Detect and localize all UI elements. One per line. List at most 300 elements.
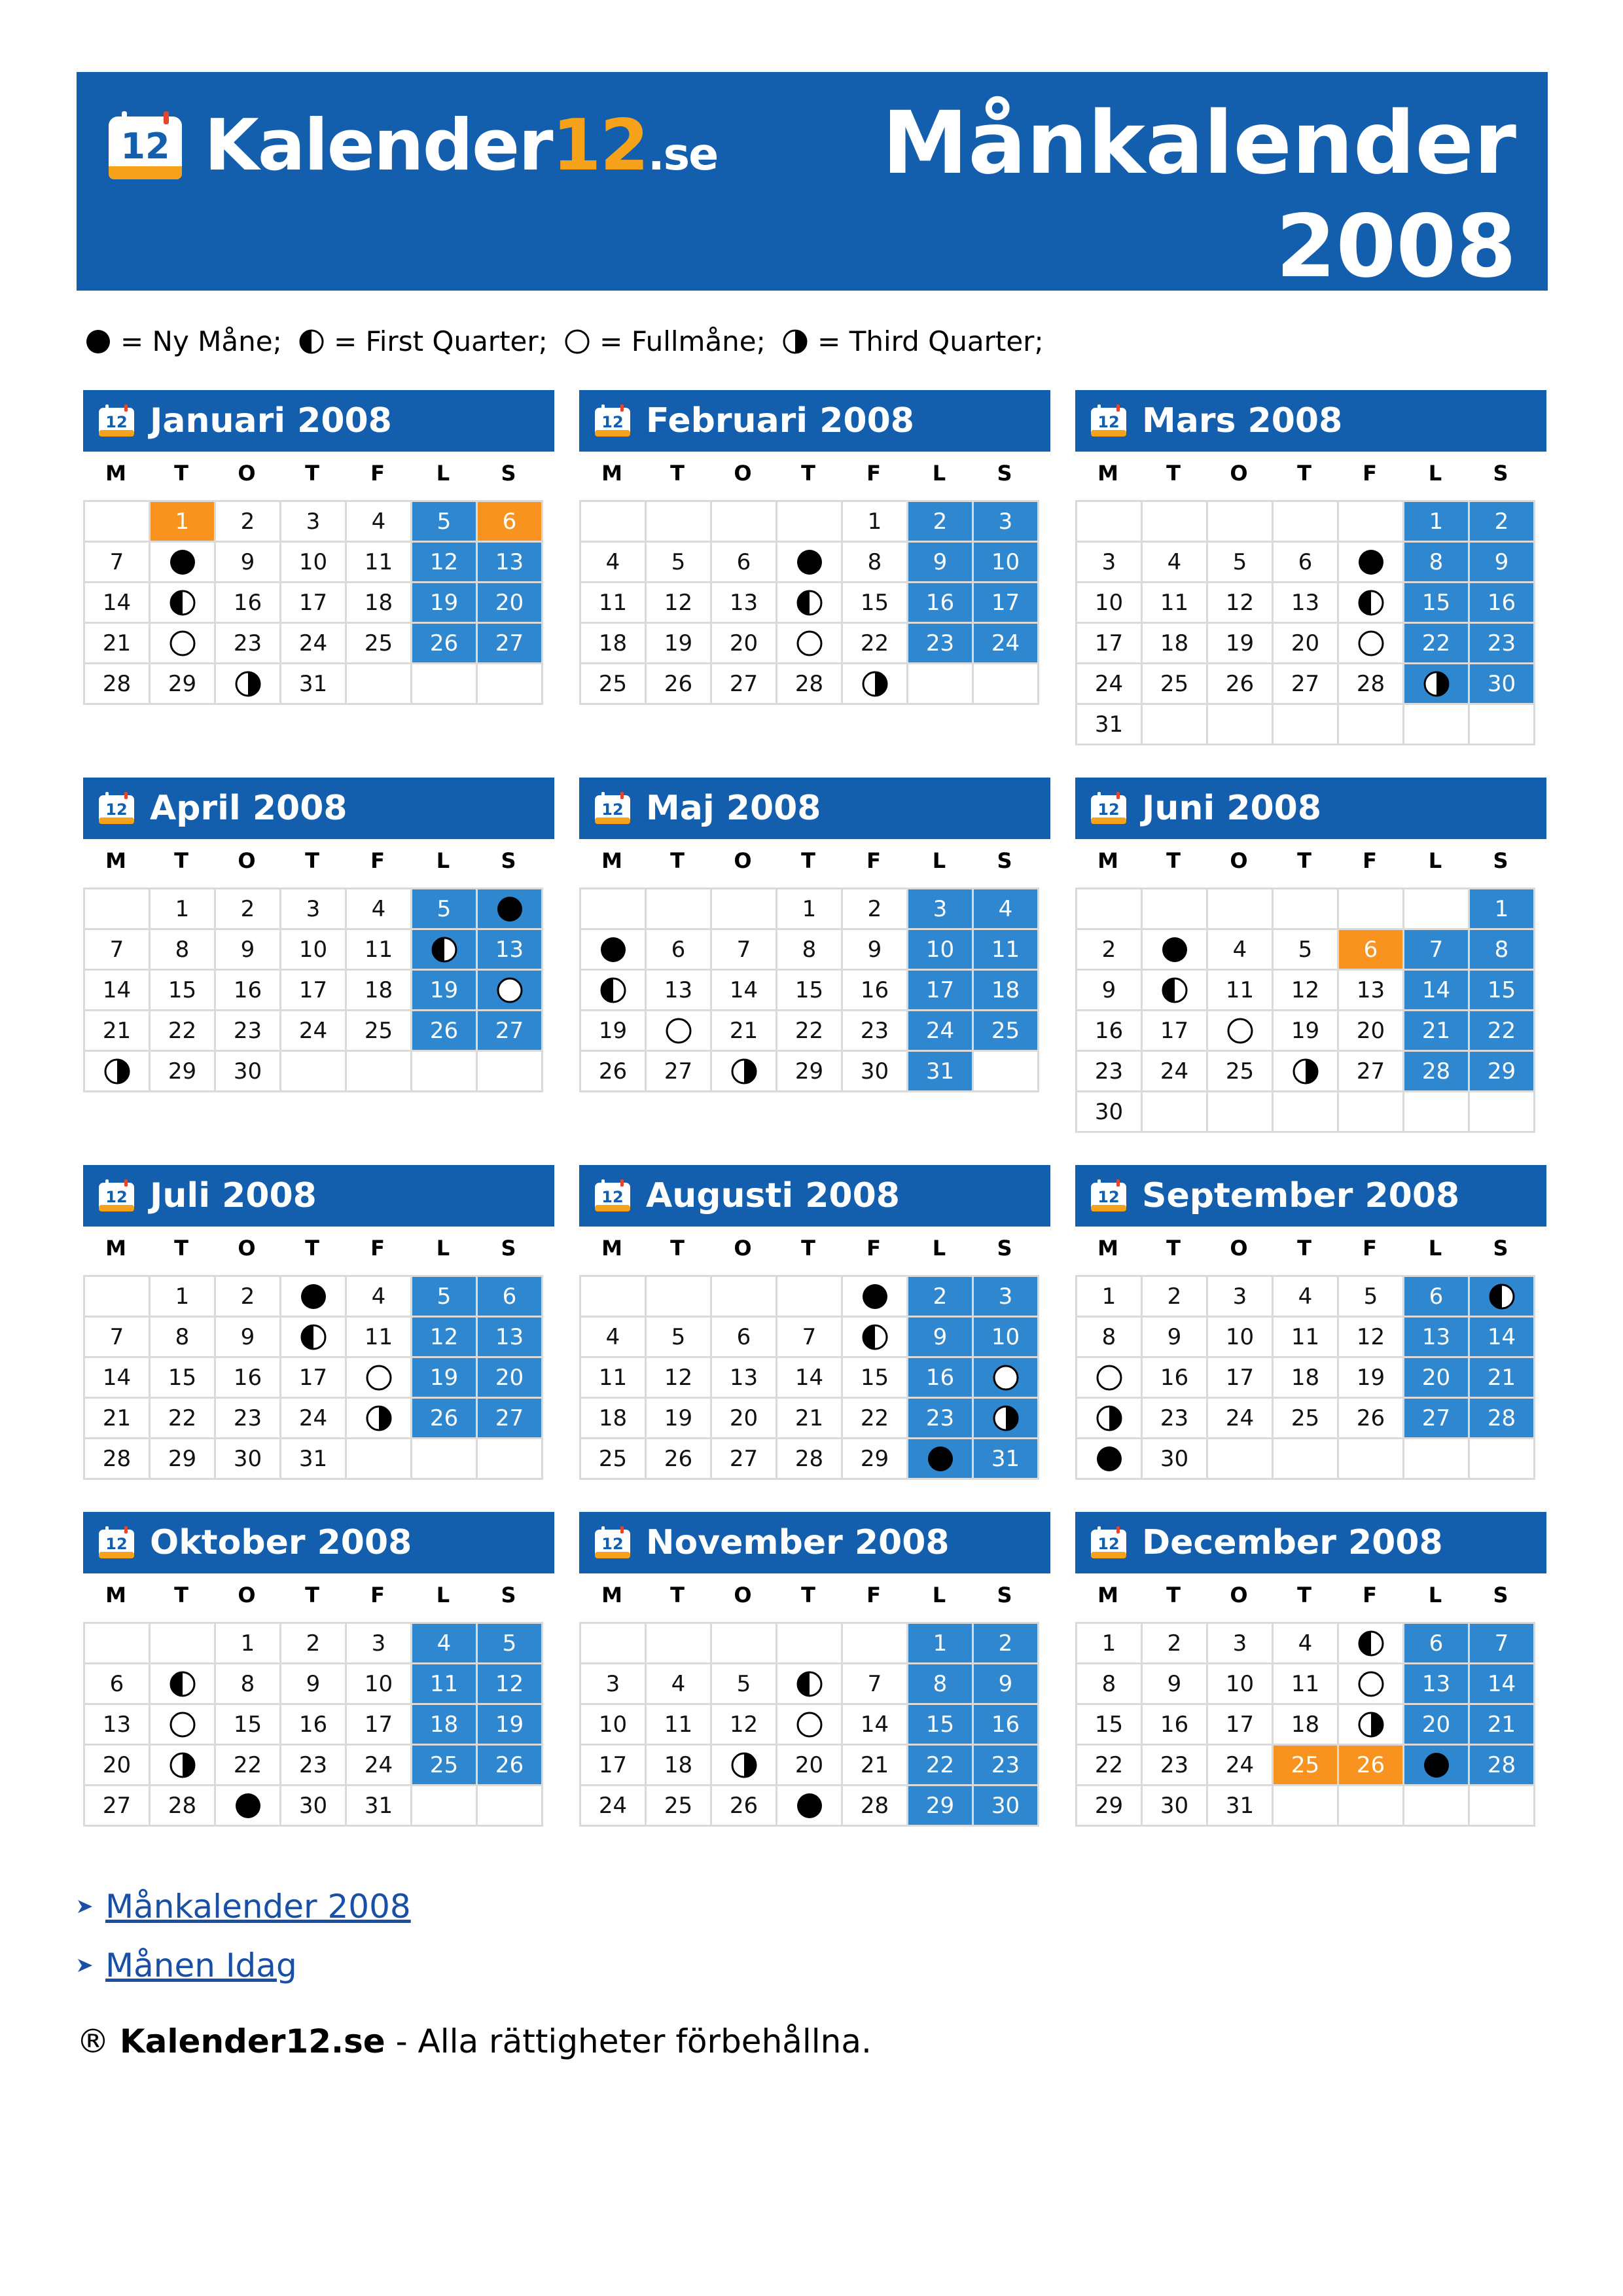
day-cell[interactable]: 20: [478, 1358, 543, 1399]
day-cell[interactable]: 16: [1077, 1011, 1143, 1052]
link-moon-calendar[interactable]: Månkalender 2008: [105, 1888, 411, 1926]
day-cell[interactable]: 11: [974, 930, 1039, 971]
day-cell[interactable]: 7: [85, 1318, 151, 1358]
day-cell[interactable]: 14: [777, 1358, 843, 1399]
day-cell[interactable]: 22: [151, 1011, 216, 1052]
day-cell[interactable]: [712, 1052, 777, 1092]
day-cell[interactable]: 17: [281, 1358, 347, 1399]
day-cell[interactable]: 26: [647, 1439, 712, 1480]
day-cell[interactable]: 8: [216, 1664, 281, 1705]
day-cell[interactable]: 11: [1143, 583, 1208, 624]
day-cell[interactable]: 29: [1470, 1052, 1535, 1092]
day-cell[interactable]: 30: [1143, 1439, 1208, 1480]
day-cell[interactable]: 9: [1470, 543, 1535, 583]
day-cell[interactable]: 22: [777, 1011, 843, 1052]
day-cell[interactable]: 3: [581, 1664, 647, 1705]
day-cell[interactable]: 18: [1274, 1358, 1339, 1399]
day-cell[interactable]: 14: [1404, 971, 1470, 1011]
day-cell[interactable]: 22: [1077, 1746, 1143, 1786]
day-cell[interactable]: 25: [581, 664, 647, 705]
day-cell[interactable]: 13: [712, 583, 777, 624]
day-cell[interactable]: 26: [1339, 1746, 1404, 1786]
day-cell[interactable]: [843, 664, 908, 705]
day-cell[interactable]: 15: [216, 1705, 281, 1746]
day-cell[interactable]: 21: [777, 1399, 843, 1439]
day-cell[interactable]: 29: [151, 664, 216, 705]
day-cell[interactable]: 13: [85, 1705, 151, 1746]
day-cell[interactable]: 1: [1077, 1624, 1143, 1664]
day-cell[interactable]: 14: [85, 971, 151, 1011]
day-cell[interactable]: [478, 889, 543, 930]
day-cell[interactable]: 17: [908, 971, 974, 1011]
day-cell[interactable]: 16: [216, 971, 281, 1011]
day-cell[interactable]: 23: [1143, 1746, 1208, 1786]
day-cell[interactable]: 2: [1143, 1624, 1208, 1664]
day-cell[interactable]: 20: [712, 1399, 777, 1439]
day-cell[interactable]: 28: [85, 664, 151, 705]
day-cell[interactable]: 14: [85, 583, 151, 624]
day-cell[interactable]: 26: [412, 624, 478, 664]
day-cell[interactable]: 12: [412, 543, 478, 583]
day-cell[interactable]: 28: [85, 1439, 151, 1480]
day-cell[interactable]: [151, 1705, 216, 1746]
day-cell[interactable]: 9: [1143, 1664, 1208, 1705]
day-cell[interactable]: 15: [151, 1358, 216, 1399]
day-cell[interactable]: 9: [281, 1664, 347, 1705]
day-cell[interactable]: 28: [1470, 1399, 1535, 1439]
day-cell[interactable]: 9: [974, 1664, 1039, 1705]
day-cell[interactable]: 4: [581, 1318, 647, 1358]
day-cell[interactable]: 3: [974, 1277, 1039, 1318]
day-cell[interactable]: 29: [843, 1439, 908, 1480]
day-cell[interactable]: 20: [1404, 1358, 1470, 1399]
day-cell[interactable]: 2: [843, 889, 908, 930]
day-cell[interactable]: [1274, 1052, 1339, 1092]
day-cell[interactable]: 11: [581, 583, 647, 624]
day-cell[interactable]: [478, 971, 543, 1011]
day-cell[interactable]: 3: [281, 502, 347, 543]
day-cell[interactable]: 3: [1208, 1277, 1274, 1318]
day-cell[interactable]: 8: [1077, 1318, 1143, 1358]
day-cell[interactable]: 19: [412, 971, 478, 1011]
day-cell[interactable]: [1077, 1439, 1143, 1480]
day-cell[interactable]: 18: [1274, 1705, 1339, 1746]
day-cell[interactable]: 23: [281, 1746, 347, 1786]
day-cell[interactable]: 5: [1339, 1277, 1404, 1318]
day-cell[interactable]: 28: [1404, 1052, 1470, 1092]
day-cell[interactable]: 17: [281, 971, 347, 1011]
day-cell[interactable]: 4: [347, 889, 412, 930]
day-cell[interactable]: [777, 1705, 843, 1746]
day-cell[interactable]: 23: [908, 1399, 974, 1439]
day-cell[interactable]: 20: [1339, 1011, 1404, 1052]
day-cell[interactable]: 9: [216, 1318, 281, 1358]
day-cell[interactable]: 1: [216, 1624, 281, 1664]
day-cell[interactable]: 5: [1274, 930, 1339, 971]
day-cell[interactable]: 27: [712, 1439, 777, 1480]
day-cell[interactable]: 14: [1470, 1318, 1535, 1358]
day-cell[interactable]: 23: [843, 1011, 908, 1052]
day-cell[interactable]: 11: [347, 1318, 412, 1358]
day-cell[interactable]: 5: [412, 1277, 478, 1318]
day-cell[interactable]: 26: [647, 664, 712, 705]
day-cell[interactable]: 29: [908, 1786, 974, 1827]
day-cell[interactable]: 5: [647, 1318, 712, 1358]
day-cell[interactable]: 19: [581, 1011, 647, 1052]
day-cell[interactable]: 20: [712, 624, 777, 664]
day-cell[interactable]: 31: [1208, 1786, 1274, 1827]
day-cell[interactable]: 25: [974, 1011, 1039, 1052]
day-cell[interactable]: 10: [908, 930, 974, 971]
day-cell[interactable]: 24: [1208, 1746, 1274, 1786]
day-cell[interactable]: 9: [216, 543, 281, 583]
day-cell[interactable]: [1143, 971, 1208, 1011]
day-cell[interactable]: [1077, 1399, 1143, 1439]
day-cell[interactable]: 25: [347, 624, 412, 664]
day-cell[interactable]: 17: [974, 583, 1039, 624]
day-cell[interactable]: [1339, 583, 1404, 624]
day-cell[interactable]: 26: [412, 1399, 478, 1439]
day-cell[interactable]: 19: [478, 1705, 543, 1746]
day-cell[interactable]: 29: [151, 1052, 216, 1092]
day-cell[interactable]: [1404, 664, 1470, 705]
day-cell[interactable]: [1143, 930, 1208, 971]
day-cell[interactable]: [1208, 1011, 1274, 1052]
day-cell[interactable]: [281, 1277, 347, 1318]
day-cell[interactable]: [216, 664, 281, 705]
day-cell[interactable]: 26: [412, 1011, 478, 1052]
day-cell[interactable]: 9: [908, 543, 974, 583]
day-cell[interactable]: 15: [843, 1358, 908, 1399]
day-cell[interactable]: 2: [908, 1277, 974, 1318]
day-cell[interactable]: 29: [151, 1439, 216, 1480]
day-cell[interactable]: 8: [1404, 543, 1470, 583]
day-cell[interactable]: 5: [1208, 543, 1274, 583]
day-cell[interactable]: 21: [85, 1399, 151, 1439]
day-cell[interactable]: [412, 930, 478, 971]
day-cell[interactable]: 22: [908, 1746, 974, 1786]
day-cell[interactable]: 11: [581, 1358, 647, 1399]
day-cell[interactable]: 3: [1208, 1624, 1274, 1664]
day-cell[interactable]: 5: [412, 889, 478, 930]
day-cell[interactable]: 19: [412, 1358, 478, 1399]
day-cell[interactable]: 3: [908, 889, 974, 930]
day-cell[interactable]: 16: [216, 1358, 281, 1399]
day-cell[interactable]: 19: [1208, 624, 1274, 664]
day-cell[interactable]: 13: [1274, 583, 1339, 624]
day-cell[interactable]: 16: [1143, 1358, 1208, 1399]
day-cell[interactable]: 30: [1143, 1786, 1208, 1827]
calendar-logo-icon[interactable]: [106, 110, 185, 182]
day-cell[interactable]: 21: [1470, 1358, 1535, 1399]
day-cell[interactable]: 15: [908, 1705, 974, 1746]
day-cell[interactable]: [1339, 1664, 1404, 1705]
day-cell[interactable]: 1: [1470, 889, 1535, 930]
day-cell[interactable]: 27: [478, 1399, 543, 1439]
day-cell[interactable]: 13: [478, 930, 543, 971]
day-cell[interactable]: 10: [974, 543, 1039, 583]
day-cell[interactable]: 5: [412, 502, 478, 543]
day-cell[interactable]: [151, 624, 216, 664]
day-cell[interactable]: 30: [843, 1052, 908, 1092]
day-cell[interactable]: [581, 930, 647, 971]
day-cell[interactable]: 9: [216, 930, 281, 971]
day-cell[interactable]: 8: [1470, 930, 1535, 971]
day-cell[interactable]: 21: [1470, 1705, 1535, 1746]
day-cell[interactable]: 11: [347, 543, 412, 583]
day-cell[interactable]: 6: [85, 1664, 151, 1705]
day-cell[interactable]: 24: [1077, 664, 1143, 705]
day-cell[interactable]: 9: [1077, 971, 1143, 1011]
day-cell[interactable]: 31: [1077, 705, 1143, 745]
day-cell[interactable]: 30: [216, 1439, 281, 1480]
day-cell[interactable]: 4: [1274, 1624, 1339, 1664]
day-cell[interactable]: [777, 583, 843, 624]
day-cell[interactable]: [151, 1664, 216, 1705]
day-cell[interactable]: 25: [347, 1011, 412, 1052]
day-cell[interactable]: 12: [478, 1664, 543, 1705]
day-cell[interactable]: 4: [347, 1277, 412, 1318]
day-cell[interactable]: 2: [216, 889, 281, 930]
day-cell[interactable]: 11: [1274, 1664, 1339, 1705]
day-cell[interactable]: 23: [216, 1399, 281, 1439]
day-cell[interactable]: 7: [1404, 930, 1470, 971]
day-cell[interactable]: 27: [647, 1052, 712, 1092]
day-cell[interactable]: 29: [777, 1052, 843, 1092]
day-cell[interactable]: 20: [1404, 1705, 1470, 1746]
day-cell[interactable]: 6: [647, 930, 712, 971]
day-cell[interactable]: 13: [478, 1318, 543, 1358]
day-cell[interactable]: 18: [647, 1746, 712, 1786]
day-cell[interactable]: 28: [1339, 664, 1404, 705]
day-cell[interactable]: 24: [974, 624, 1039, 664]
day-cell[interactable]: 23: [908, 624, 974, 664]
day-cell[interactable]: 27: [478, 1011, 543, 1052]
day-cell[interactable]: 6: [478, 502, 543, 543]
day-cell[interactable]: 28: [151, 1786, 216, 1827]
day-cell[interactable]: 28: [843, 1786, 908, 1827]
day-cell[interactable]: 21: [843, 1746, 908, 1786]
day-cell[interactable]: 17: [281, 583, 347, 624]
day-cell[interactable]: 27: [712, 664, 777, 705]
day-cell[interactable]: 6: [478, 1277, 543, 1318]
day-cell[interactable]: 26: [712, 1786, 777, 1827]
day-cell[interactable]: 17: [1143, 1011, 1208, 1052]
day-cell[interactable]: 2: [216, 1277, 281, 1318]
day-cell[interactable]: [347, 1399, 412, 1439]
day-cell[interactable]: 4: [1274, 1277, 1339, 1318]
day-cell[interactable]: [974, 1399, 1039, 1439]
day-cell[interactable]: 23: [1077, 1052, 1143, 1092]
day-cell[interactable]: 17: [1208, 1705, 1274, 1746]
day-cell[interactable]: 13: [1404, 1664, 1470, 1705]
day-cell[interactable]: 24: [1143, 1052, 1208, 1092]
day-cell[interactable]: 6: [712, 1318, 777, 1358]
day-cell[interactable]: 2: [1143, 1277, 1208, 1318]
day-cell[interactable]: 25: [581, 1439, 647, 1480]
day-cell[interactable]: 7: [1470, 1624, 1535, 1664]
day-cell[interactable]: 11: [1274, 1318, 1339, 1358]
day-cell[interactable]: 4: [347, 502, 412, 543]
day-cell[interactable]: 12: [712, 1705, 777, 1746]
day-cell[interactable]: [581, 971, 647, 1011]
day-cell[interactable]: 6: [1404, 1624, 1470, 1664]
day-cell[interactable]: 21: [1404, 1011, 1470, 1052]
day-cell[interactable]: 12: [412, 1318, 478, 1358]
day-cell[interactable]: 7: [85, 930, 151, 971]
day-cell[interactable]: [151, 543, 216, 583]
day-cell[interactable]: 13: [1404, 1318, 1470, 1358]
day-cell[interactable]: 25: [1274, 1399, 1339, 1439]
day-cell[interactable]: 1: [777, 889, 843, 930]
day-cell[interactable]: 11: [1208, 971, 1274, 1011]
day-cell[interactable]: 15: [777, 971, 843, 1011]
day-cell[interactable]: 11: [647, 1705, 712, 1746]
day-cell[interactable]: [151, 1746, 216, 1786]
day-cell[interactable]: 25: [647, 1786, 712, 1827]
day-cell[interactable]: 7: [712, 930, 777, 971]
day-cell[interactable]: 8: [777, 930, 843, 971]
day-cell[interactable]: 4: [581, 543, 647, 583]
day-cell[interactable]: 7: [843, 1664, 908, 1705]
day-cell[interactable]: 17: [1077, 624, 1143, 664]
day-cell[interactable]: 21: [85, 624, 151, 664]
day-cell[interactable]: 22: [216, 1746, 281, 1786]
day-cell[interactable]: 24: [281, 624, 347, 664]
day-cell[interactable]: 28: [1470, 1746, 1535, 1786]
day-cell[interactable]: 2: [216, 502, 281, 543]
day-cell[interactable]: 27: [1404, 1399, 1470, 1439]
day-cell[interactable]: 18: [347, 583, 412, 624]
day-cell[interactable]: 10: [347, 1664, 412, 1705]
day-cell[interactable]: 17: [581, 1746, 647, 1786]
day-cell[interactable]: 10: [281, 543, 347, 583]
day-cell[interactable]: [1339, 1624, 1404, 1664]
day-cell[interactable]: 24: [281, 1011, 347, 1052]
day-cell[interactable]: 12: [1208, 583, 1274, 624]
day-cell[interactable]: 9: [1143, 1318, 1208, 1358]
day-cell[interactable]: 5: [478, 1624, 543, 1664]
day-cell[interactable]: 31: [974, 1439, 1039, 1480]
day-cell[interactable]: [908, 1439, 974, 1480]
day-cell[interactable]: 25: [1143, 664, 1208, 705]
day-cell[interactable]: 13: [712, 1358, 777, 1399]
day-cell[interactable]: 18: [412, 1705, 478, 1746]
day-cell[interactable]: 25: [1274, 1746, 1339, 1786]
day-cell[interactable]: 1: [1404, 502, 1470, 543]
day-cell[interactable]: 6: [712, 543, 777, 583]
day-cell[interactable]: 15: [843, 583, 908, 624]
day-cell[interactable]: 31: [281, 664, 347, 705]
day-cell[interactable]: 10: [1208, 1664, 1274, 1705]
day-cell[interactable]: 6: [1274, 543, 1339, 583]
day-cell[interactable]: 22: [151, 1399, 216, 1439]
day-cell[interactable]: 1: [1077, 1277, 1143, 1318]
day-cell[interactable]: 14: [712, 971, 777, 1011]
day-cell[interactable]: 23: [216, 624, 281, 664]
day-cell[interactable]: 23: [1143, 1399, 1208, 1439]
day-cell[interactable]: 1: [908, 1624, 974, 1664]
day-cell[interactable]: 2: [1077, 930, 1143, 971]
day-cell[interactable]: 24: [1208, 1399, 1274, 1439]
day-cell[interactable]: 31: [908, 1052, 974, 1092]
day-cell[interactable]: 1: [151, 502, 216, 543]
day-cell[interactable]: [216, 1786, 281, 1827]
day-cell[interactable]: 15: [1404, 583, 1470, 624]
day-cell[interactable]: 26: [581, 1052, 647, 1092]
day-cell[interactable]: 23: [1470, 624, 1535, 664]
day-cell[interactable]: 19: [647, 1399, 712, 1439]
day-cell[interactable]: 28: [777, 1439, 843, 1480]
day-cell[interactable]: 5: [647, 543, 712, 583]
day-cell[interactable]: 16: [216, 583, 281, 624]
day-cell[interactable]: 22: [1470, 1011, 1535, 1052]
day-cell[interactable]: 16: [1143, 1705, 1208, 1746]
day-cell[interactable]: 16: [281, 1705, 347, 1746]
day-cell[interactable]: [1339, 624, 1404, 664]
day-cell[interactable]: [777, 624, 843, 664]
day-cell[interactable]: 19: [1274, 1011, 1339, 1052]
day-cell[interactable]: 10: [1077, 583, 1143, 624]
day-cell[interactable]: 28: [777, 664, 843, 705]
day-cell[interactable]: 24: [908, 1011, 974, 1052]
day-cell[interactable]: 18: [581, 1399, 647, 1439]
day-cell[interactable]: 15: [1077, 1705, 1143, 1746]
day-cell[interactable]: 23: [974, 1746, 1039, 1786]
day-cell[interactable]: 27: [478, 624, 543, 664]
day-cell[interactable]: 22: [843, 624, 908, 664]
day-cell[interactable]: 17: [347, 1705, 412, 1746]
day-cell[interactable]: 4: [1143, 543, 1208, 583]
day-cell[interactable]: 2: [908, 502, 974, 543]
day-cell[interactable]: 18: [974, 971, 1039, 1011]
day-cell[interactable]: 3: [974, 502, 1039, 543]
day-cell[interactable]: 4: [412, 1624, 478, 1664]
day-cell[interactable]: 24: [581, 1786, 647, 1827]
day-cell[interactable]: 15: [151, 971, 216, 1011]
day-cell[interactable]: 8: [908, 1664, 974, 1705]
day-cell[interactable]: 7: [777, 1318, 843, 1358]
day-cell[interactable]: [1077, 1358, 1143, 1399]
day-cell[interactable]: [347, 1358, 412, 1399]
day-cell[interactable]: 17: [1208, 1358, 1274, 1399]
day-cell[interactable]: 16: [843, 971, 908, 1011]
day-cell[interactable]: 25: [412, 1746, 478, 1786]
day-cell[interactable]: 20: [777, 1746, 843, 1786]
day-cell[interactable]: 18: [581, 624, 647, 664]
day-cell[interactable]: 12: [647, 583, 712, 624]
day-cell[interactable]: 13: [478, 543, 543, 583]
day-cell[interactable]: 26: [1208, 664, 1274, 705]
day-cell[interactable]: [647, 1011, 712, 1052]
day-cell[interactable]: 4: [647, 1664, 712, 1705]
day-cell[interactable]: 10: [1208, 1318, 1274, 1358]
day-cell[interactable]: 8: [151, 930, 216, 971]
day-cell[interactable]: 27: [1339, 1052, 1404, 1092]
day-cell[interactable]: 6: [1339, 930, 1404, 971]
link-moon-today[interactable]: Månen Idag: [105, 1946, 297, 1984]
day-cell[interactable]: 13: [647, 971, 712, 1011]
day-cell[interactable]: [1404, 1746, 1470, 1786]
day-cell[interactable]: 16: [974, 1705, 1039, 1746]
day-cell[interactable]: [777, 1786, 843, 1827]
day-cell[interactable]: 24: [347, 1746, 412, 1786]
day-cell[interactable]: 20: [85, 1746, 151, 1786]
day-cell[interactable]: [777, 1664, 843, 1705]
day-cell[interactable]: 30: [216, 1052, 281, 1092]
day-cell[interactable]: 2: [1470, 502, 1535, 543]
day-cell[interactable]: 12: [1274, 971, 1339, 1011]
